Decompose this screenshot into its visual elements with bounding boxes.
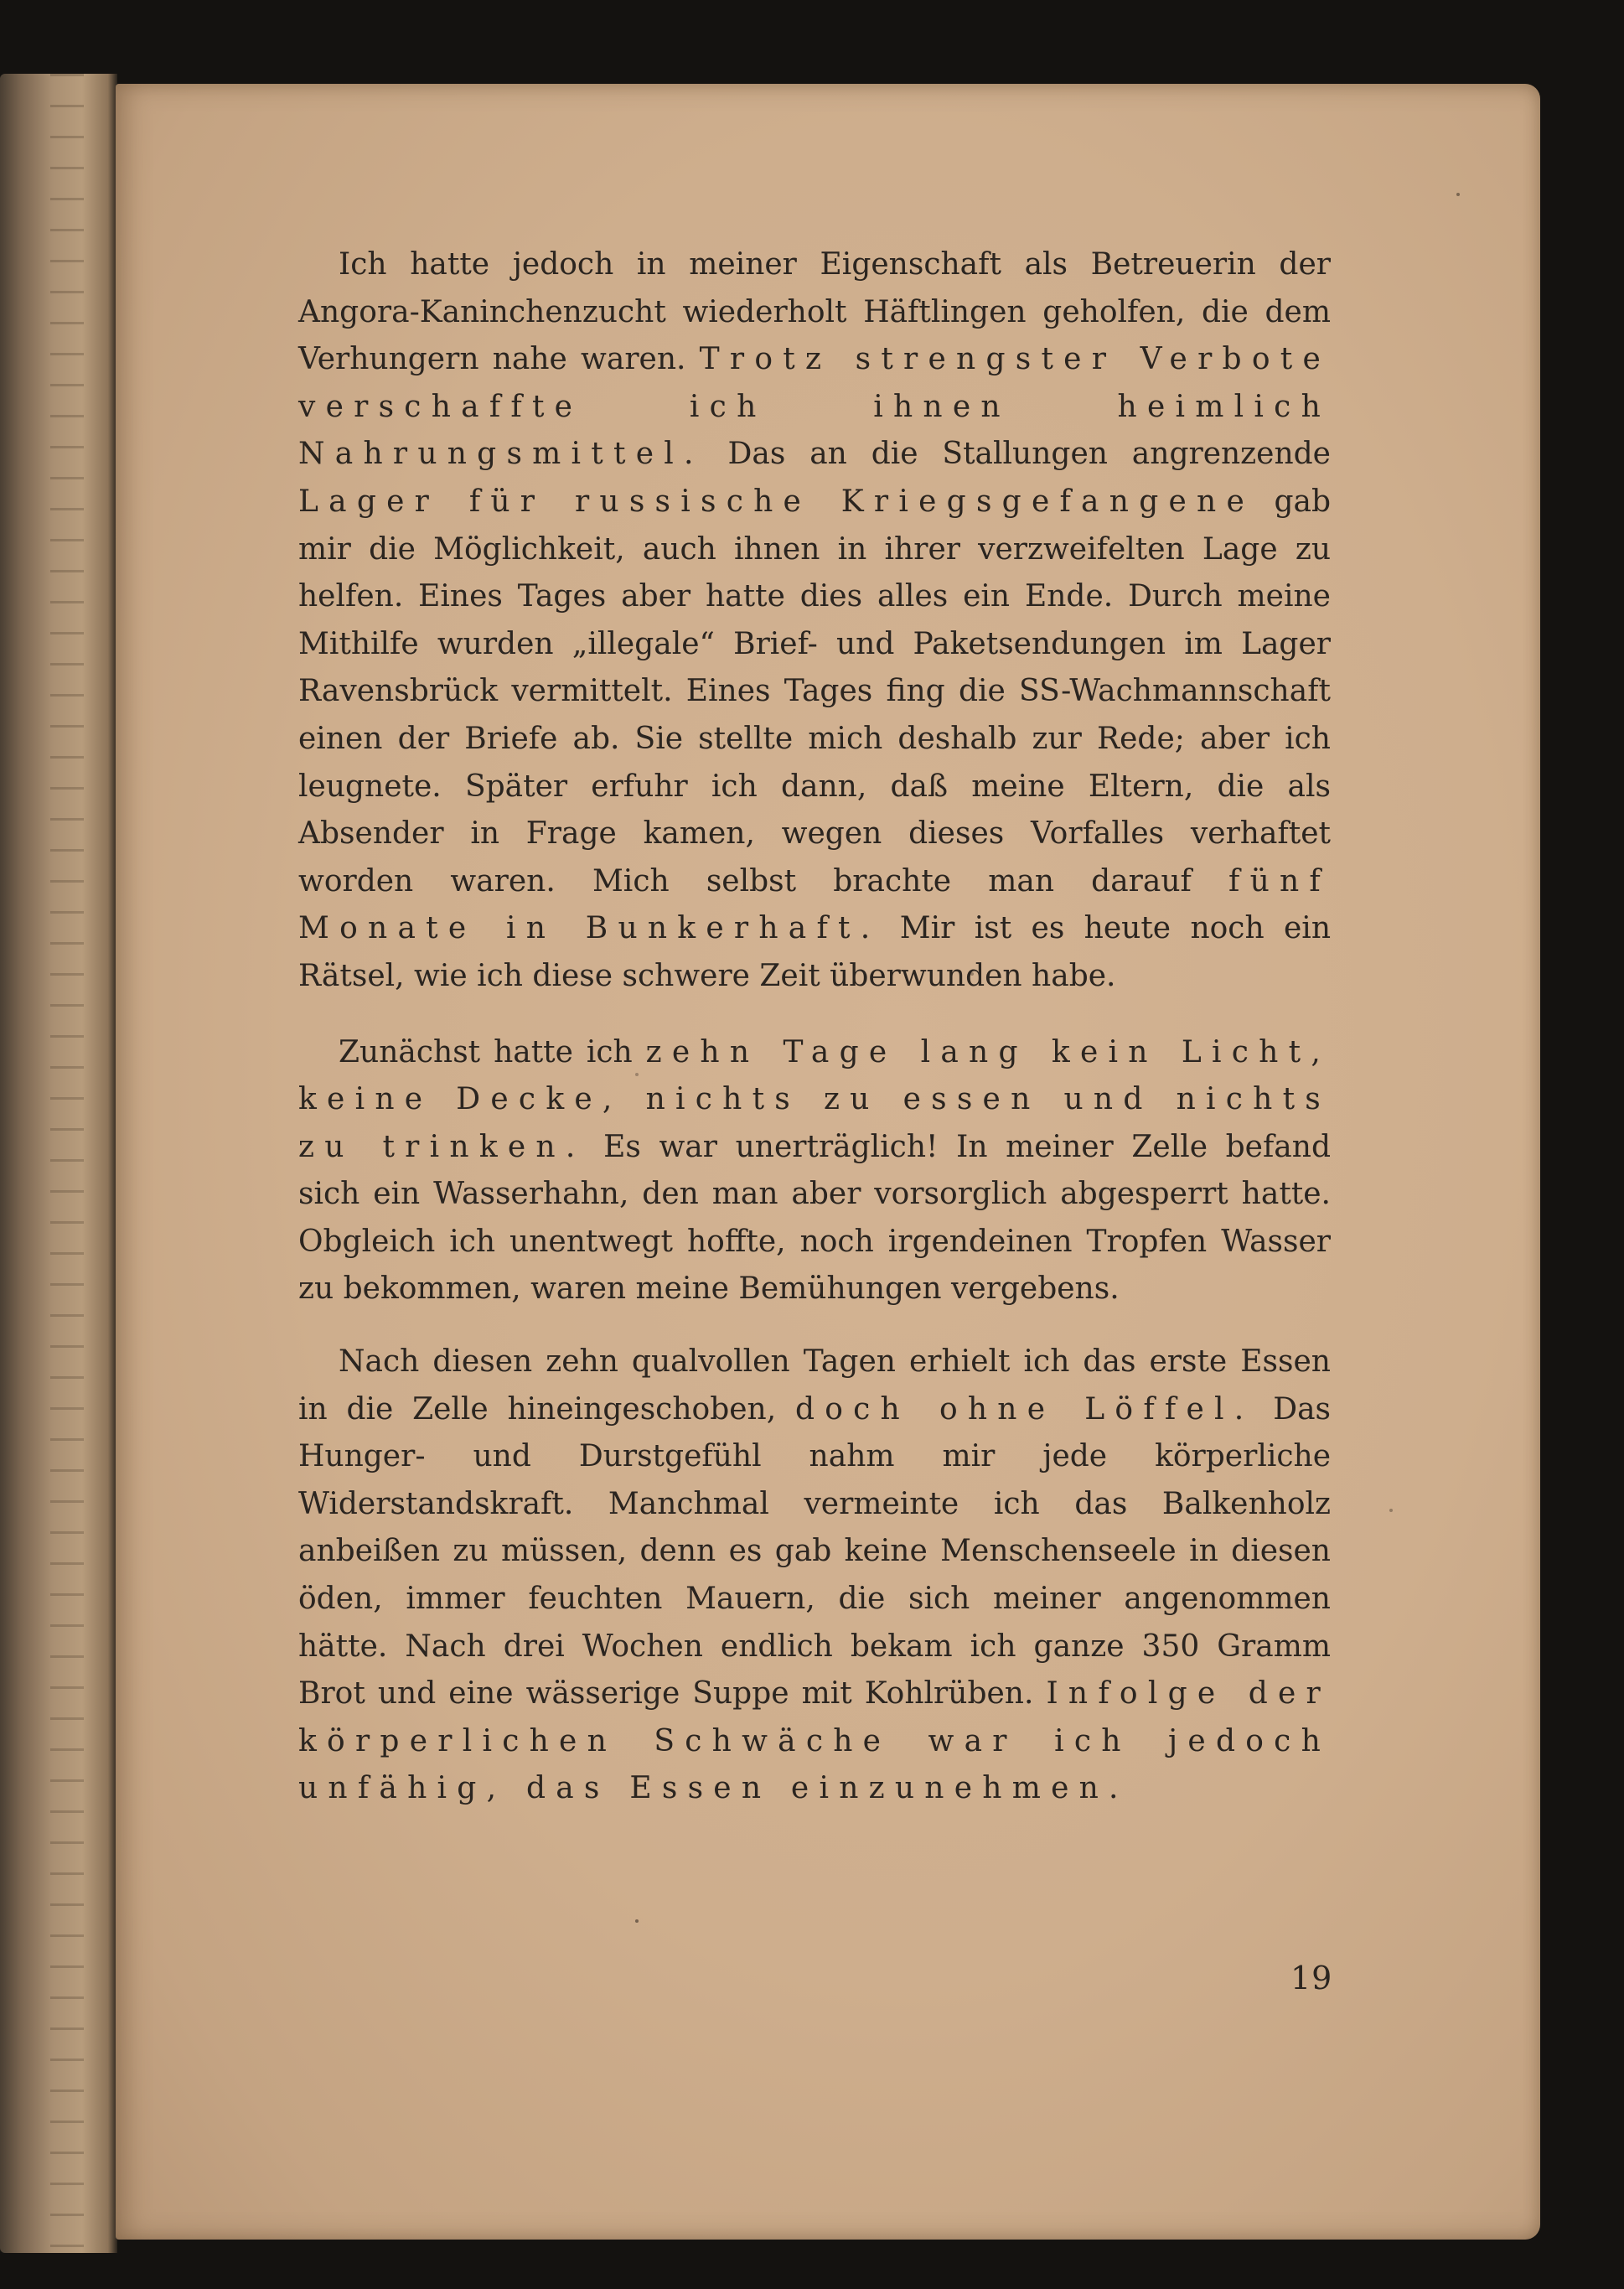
book-binding-edge <box>0 74 117 2253</box>
body-text <box>298 241 1331 1813</box>
spaced-emphasis-text: Lager für russische Kriegsgefangene <box>298 484 1254 519</box>
text-run: Mir ist es heute noch ein Rätsel, wie ich diese schwere Zeit überwunden habe. <box>298 911 1331 993</box>
spaced-emphasis-text: fünf Monate in Bunkerhaft. <box>298 863 1331 946</box>
spaced-emphasis-text: Trotz strengster Verbote <box>699 342 1331 377</box>
text-run: Ich hatte jedoch in meiner Eigenschaft als Betreuerin der Angora-Kaninchenzucht wiederholt Häftlingen geholfen, die dem Verhungern nahe waren. <box>298 247 1331 377</box>
spaced-emphasis-text: doch ohne Löffel. <box>794 1391 1254 1427</box>
paragraph <box>298 1029 1331 1314</box>
spaced-emphasis-text: zehn Tage lang kein Licht, keine Decke, nichts zu essen und nichts zu trinken. <box>298 1034 1331 1164</box>
paragraph <box>298 1339 1331 1813</box>
spaced-emphasis-text: Infolge der körperlichen Schwäche war ich jedoch unfähig, das Essen einzunehmen. <box>298 1676 1331 1806</box>
page-number: 19 <box>1290 1960 1333 1996</box>
spaced-emphasis-text: verschaffte ich ihnen heimlich Nahrungsmittel. <box>298 389 1331 472</box>
text-run: Das an die Stallungen angrenzende <box>703 437 1331 472</box>
paragraph <box>298 241 1331 1001</box>
text-run: gab mir die Möglichkeit, auch ihnen in ihrer verzweifelten Lage zu helfen. Eines Tages aber hatte dies alles ein Ende. Durch meine Mithilfe wurden „illegale“ Brief- und Paketsendungen im Lager Ravensbrück vermittelt. Eines Tages fing die SS-Wachmannschaft einen der Briefe ab. Sie stellte mich deshalb zur Rede; aber ich leugnete. Später erfuhr ich dann, daß meine Eltern, die als Absender in Frage kamen, wegen dieses Vorfalles verhaftet worden waren. Mich selbst brachte man darauf <box>298 484 1332 899</box>
text-run: Zunächst hatte ich <box>339 1034 646 1069</box>
text-run: Es war unerträglich! In meiner Zelle befand sich ein Wasserhahn, den man aber vorsorglich abgesperrt hatte. Obgleich ich unentwegt hoffte, noch irgendeinen Tropfen Wasser zu bekommen, waren meine Bemühungen vergebens. <box>298 1129 1331 1307</box>
text-run: Nach diesen zehn qualvollen Tagen erhielt ich das erste Essen in die Zelle hineingeschoben, <box>298 1344 1331 1427</box>
text-run: Das Hunger- und Durstgefühl nahm mir jede körperliche Widerstandskraft. Manchmal vermeinte ich das Balkenholz anbeißen zu müssen, denn es gab keine Menschenseele in diesen öden, immer feuchten Mauern, die sich meiner angenommen hätte. Nach drei Wochen endlich bekam ich ganze 350 Gramm Brot und eine wässerige Suppe mit Kohlrüben. <box>298 1391 1332 1712</box>
